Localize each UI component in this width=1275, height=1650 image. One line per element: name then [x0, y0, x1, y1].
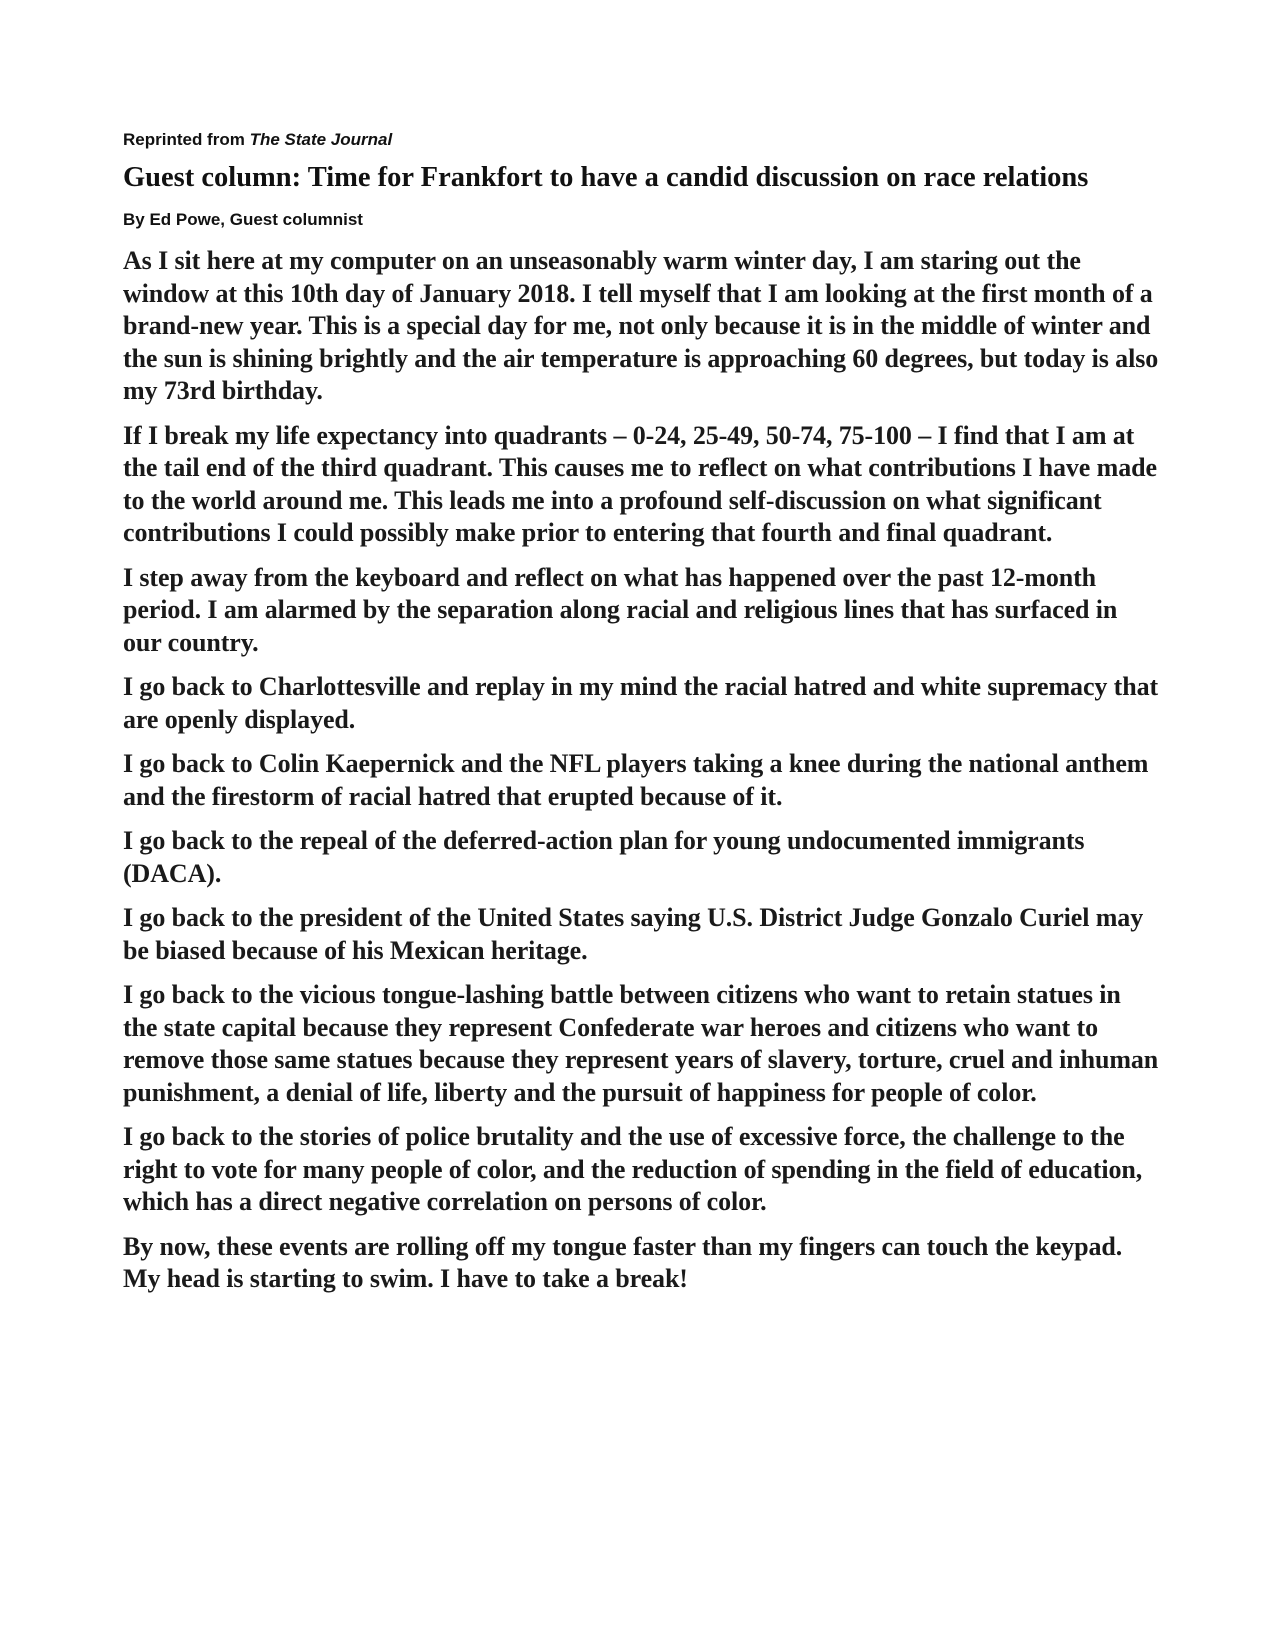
paragraph: I go back to the stories of police brutality and the use of excessive force, the challenge to the right to vote for many people of color, and the reduction of spending in the field of education, which has a direct negative correlation on persons of color. — [123, 1122, 1143, 1216]
paragraph: I step away from the keyboard and reflect on what has happened over the past 12-month period. I am alarmed by the separation along racial and religious lines that has surfaced in our country. — [123, 562, 1118, 657]
reprint-prefix: Reprinted from — [123, 130, 250, 149]
paragraph: I go back to the repeal of the deferred-action plan for young undocumented immigrants (DACA). — [123, 826, 1085, 888]
reprint-credit — [123, 129, 1159, 151]
paragraph: I go back to the vicious tongue-lashing battle between citizens who want to retain statues in the state capital because they represent Confederate war heroes and citizens who want to remove those same statues because they represent years of slavery, torture, cruel and inhuman punishment, a denial of life, liberty and the pursuit of happiness for people of color. — [123, 980, 1159, 1107]
paragraph: If I break my life expectancy into quadrants – 0-24, 25-49, 50-74, 75-100 – I find that I am at the tail end of the third quadrant. This causes me to reflect on what contributions I have made to the world around me. This leads me into a profound self-discussion on what significant contributions I could possibly make prior to entering that fourth and final quadrant. — [123, 420, 1157, 547]
paragraph: I go back to the president of the United States saying U.S. District Judge Gonzalo Curiel may be biased because of his Mexican heritage. — [123, 903, 1144, 965]
paragraph: I go back to Colin Kaepernick and the NFL players taking a knee during the national anthem and the firestorm of racial hatred that erupted because of it. — [123, 749, 1149, 811]
article-headline: Guest column: Time for Frankfort to have a candid discussion on race relations — [123, 162, 1089, 193]
paragraph: I go back to Charlottesville and replay in my mind the racial hatred and white supremacy that are openly displayed. — [123, 672, 1159, 734]
article-byline: By Ed Powe, Guest columnist — [123, 210, 363, 229]
article-page — [123, 129, 1159, 1308]
article-body — [123, 245, 1159, 1296]
paragraph: By now, these events are rolling off my tongue faster than my fingers can touch the keypad. My head is starting to swim. I have to take a break! — [123, 1231, 1123, 1293]
reprint-source: The State Journal — [249, 130, 393, 149]
paragraph: As I sit here at my computer on an unseasonably warm winter day, I am staring out the window at this 10th day of January 2018. I tell myself that I am looking at the first month of a brand-new year. This is a special day for me, not only because it is in the middle of winter and the sun is shining brightly and the air temperature is approaching 60 degrees, but today is also my 73rd birthday. — [123, 246, 1159, 405]
